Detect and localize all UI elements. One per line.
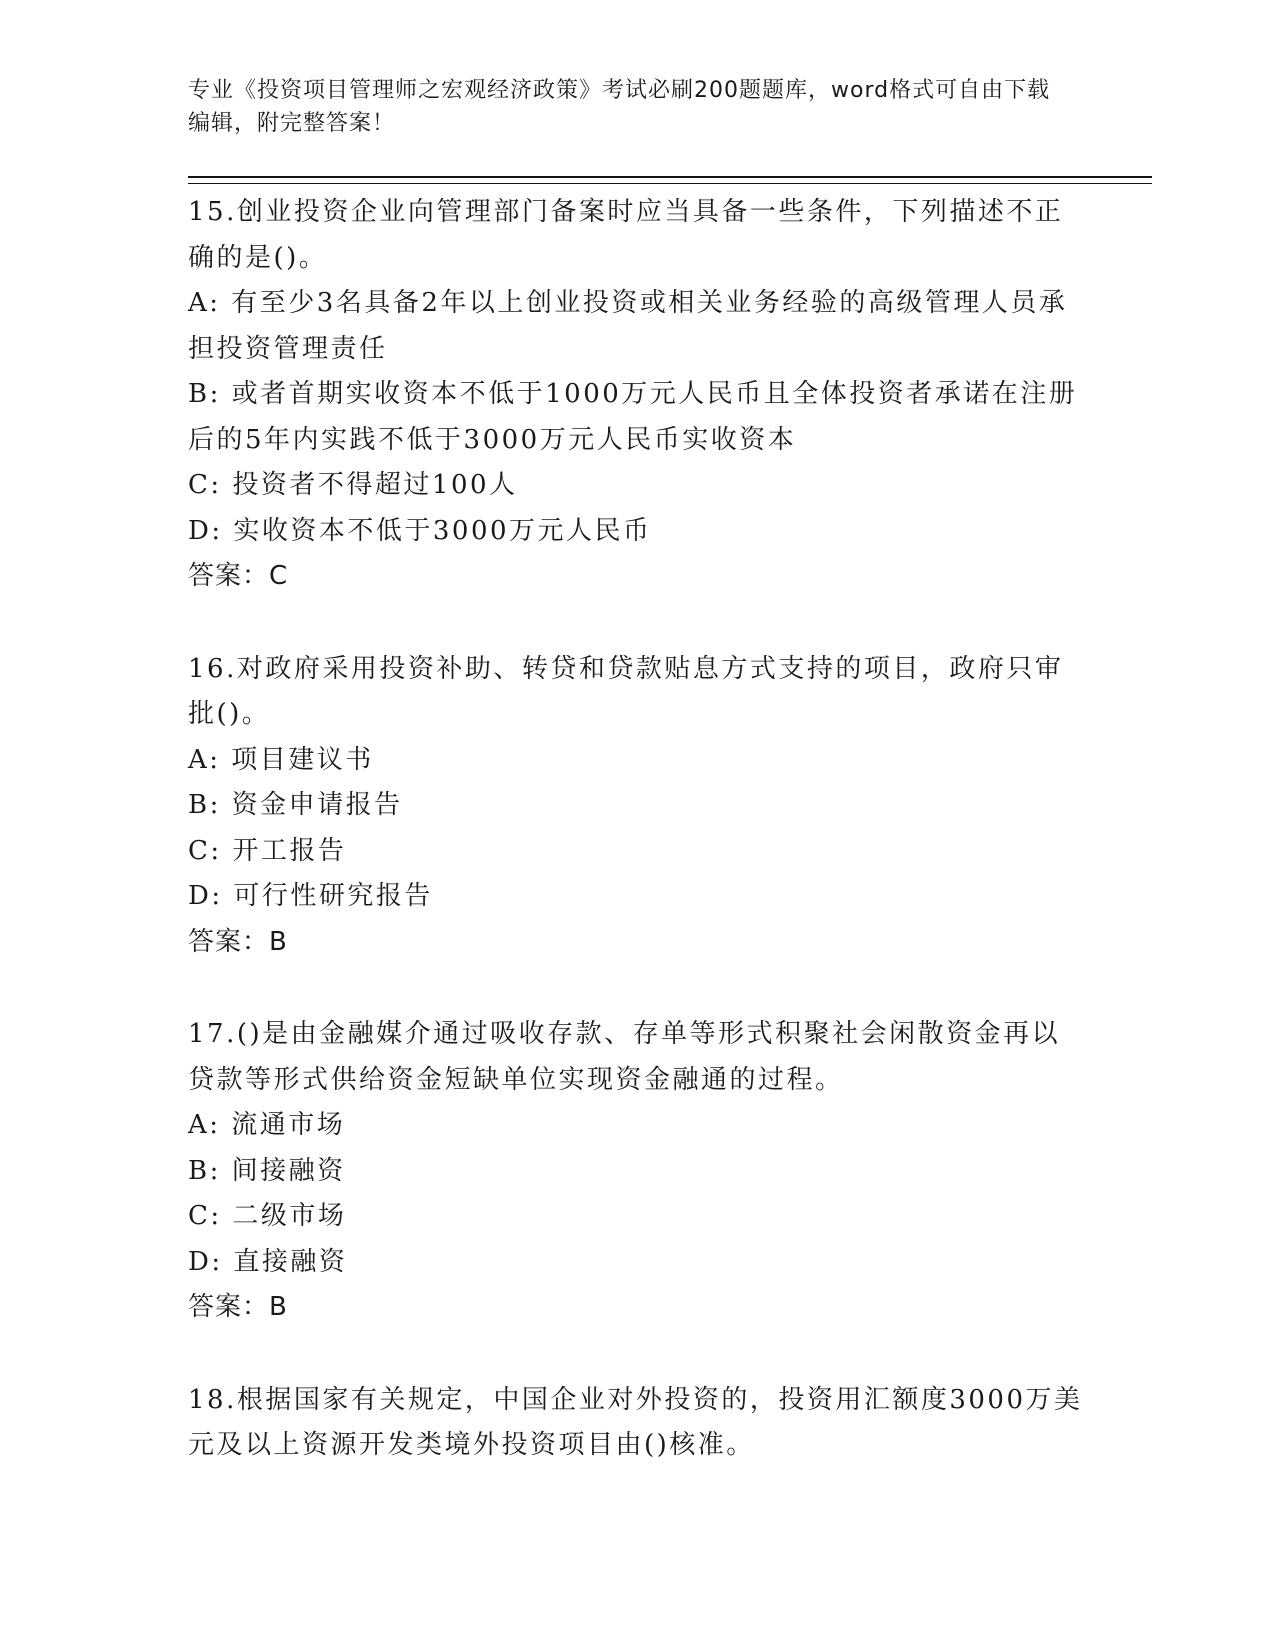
question-15 bbox=[188, 190, 1088, 600]
question-text: 17.()是由金融媒介通过吸收存款、存单等形式积聚社会闲散资金再以贷款等形式供给资金短缺单位实现资金融通的过程。 bbox=[188, 1019, 1061, 1095]
document-header: 专业《投资项目管理师之宏观经济政策》考试必刷200题题库，word格式可自由下载编辑，附完整答案！ bbox=[188, 78, 1051, 136]
question-list bbox=[188, 190, 1088, 1516]
question-17 bbox=[188, 1012, 1088, 1331]
question-18 bbox=[188, 1378, 1088, 1469]
option-c: C: 投资者不得超过100人 bbox=[188, 470, 518, 500]
header-divider-thin bbox=[188, 183, 1152, 184]
option-d: D: 实收资本不低于3000万元人民币 bbox=[188, 515, 652, 546]
question-text: 18.根据国家有关规定，中国企业对外投资的，投资用汇额度3000万美元及以上资源开发类境外投资项目由()核准。 bbox=[188, 1384, 1083, 1460]
option-d: D: 可行性研究报告 bbox=[188, 881, 433, 911]
question-text: 15.创业投资企业向管理部门备案时应当具备一些条件，下列描述不正确的是()。 bbox=[188, 197, 1064, 273]
answer: 答案：B bbox=[188, 1292, 288, 1322]
option-c: C: 二级市场 bbox=[188, 1201, 347, 1231]
answer: 答案：B bbox=[188, 926, 288, 957]
option-b: B: 间接融资 bbox=[188, 1155, 346, 1186]
option-b: B: 资金申请报告 bbox=[188, 790, 403, 820]
option-d: D: 直接融资 bbox=[188, 1246, 348, 1277]
option-c: C: 开工报告 bbox=[188, 835, 347, 866]
header-divider-thick bbox=[188, 176, 1152, 178]
answer: 答案：C bbox=[188, 561, 289, 591]
option-a: A: 项目建议书 bbox=[188, 744, 374, 775]
option-a: A: 有至少3名具备2年以上创业投资或相关业务经验的高级管理人员承担投资管理责任 bbox=[188, 288, 1068, 364]
option-b: B: 或者首期实收资本不低于1000万元人民币且全体投资者承诺在注册后的5年内实践不低于3000万元人民币实收资本 bbox=[188, 379, 1078, 455]
question-16 bbox=[188, 647, 1088, 966]
option-a: A: 流通市场 bbox=[188, 1110, 346, 1140]
question-text: 16.对政府采用投资补助、转贷和贷款贴息方式支持的项目，政府只审批()。 bbox=[188, 653, 1064, 729]
